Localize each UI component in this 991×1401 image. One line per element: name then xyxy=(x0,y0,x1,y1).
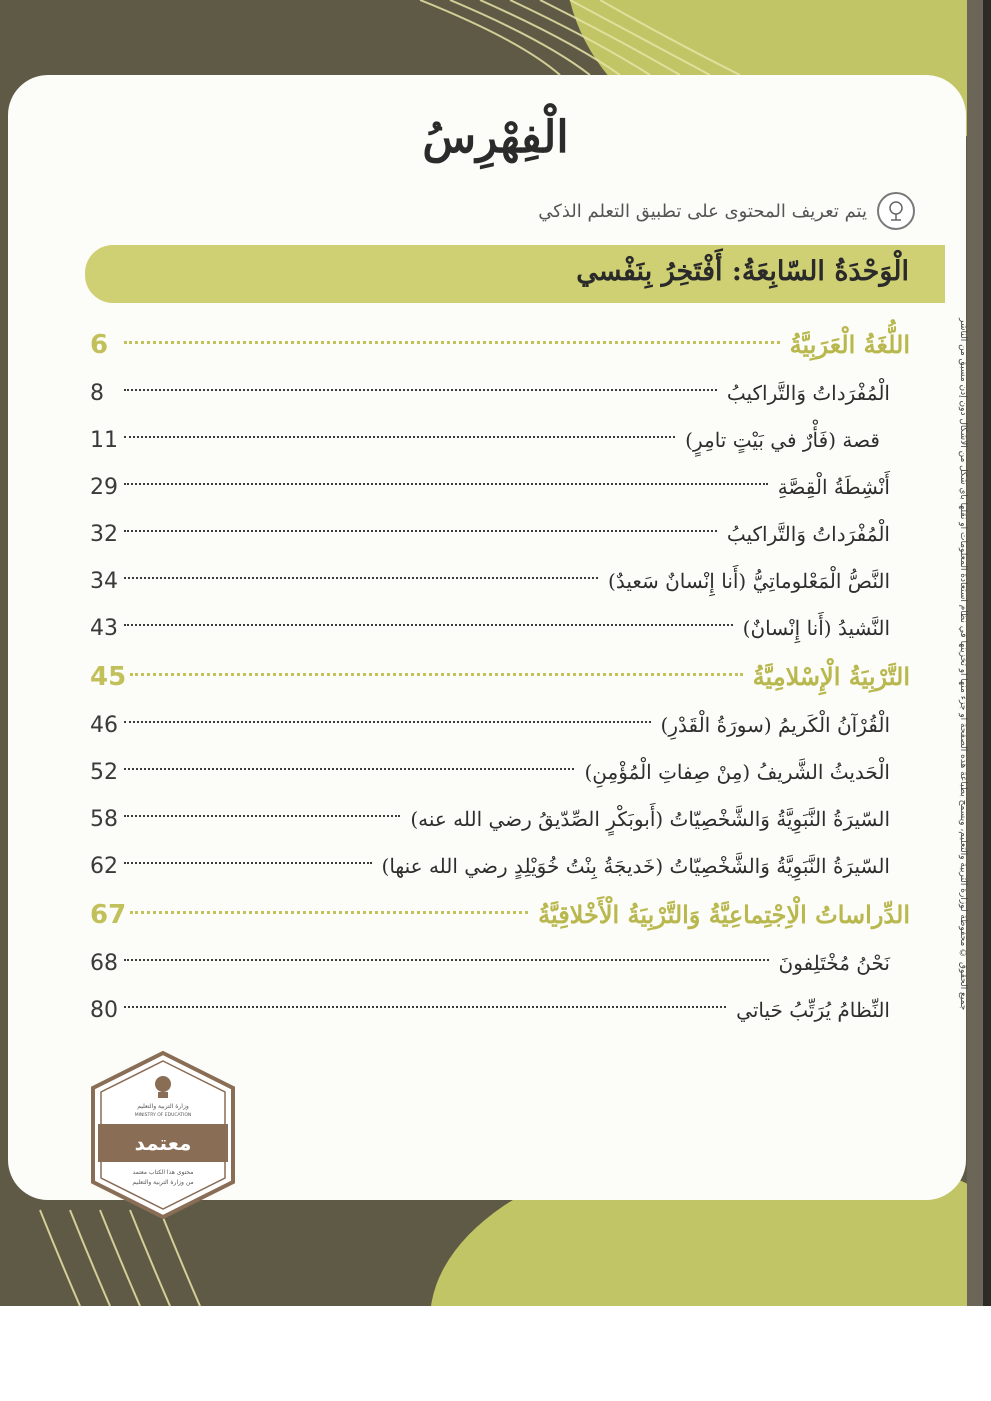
toc-item[interactable] xyxy=(90,417,910,464)
toc-leader xyxy=(124,389,717,391)
toc-page-number: 52 xyxy=(90,760,118,785)
toc-item-label: النَّشيدُ (أَنا إِنْسانٌ) xyxy=(742,616,890,640)
toc-leader xyxy=(124,721,651,723)
toc-item-label: السّيرَةُ النَّبَوِيَّةُ وَالشَّخْصِيّاتُ (أَبوبَكْرٍ الصِّدّيقُ رضي الله عنه) xyxy=(410,807,890,831)
toc-item-label: نَحْنُ مُخْتَلِفونَ xyxy=(778,951,890,975)
badge-bottom-line2: من وزارة التربية والتعليم xyxy=(132,1179,194,1186)
toc-page-number: 43 xyxy=(90,616,118,641)
toc-page-number: 45 xyxy=(90,662,127,692)
page-title: الْفِهْرِسُ xyxy=(422,112,569,163)
toc-section-title: التَّرْبِيَةُ الْإِسْلامِيَّةُ xyxy=(752,662,910,691)
toc-leader xyxy=(124,530,717,532)
toc-section-islamic[interactable] xyxy=(90,652,910,702)
toc-page-number: 32 xyxy=(90,522,118,547)
unit-title: الْوَحْدَةُ السّابِعَةُ: أَفْتَخِرُ بِنَفْسي xyxy=(576,256,909,287)
toc-item[interactable] xyxy=(90,940,910,987)
toc-section-title: الدِّراساتُ الْاِجْتِماعِيَّةُ وَالتَّرْبِيَةُ الْأَخْلاقِيَّةُ xyxy=(538,900,910,929)
toc-leader xyxy=(124,624,733,626)
toc-leader xyxy=(124,959,769,961)
toc-item[interactable] xyxy=(90,702,910,749)
frame-right-edge xyxy=(983,0,991,1306)
smart-app-note xyxy=(538,192,915,230)
toc-leader xyxy=(124,1006,726,1008)
toc-leader xyxy=(124,577,598,579)
toc-item-label: أَنْشِطَةُ الْقِصَّةِ xyxy=(777,475,890,499)
toc-page-number: 11 xyxy=(90,428,118,453)
toc-page-number: 58 xyxy=(90,807,118,832)
toc-page-number: 68 xyxy=(90,951,118,976)
badge-ministry-en: MINISTRY OF EDUCATION xyxy=(134,1113,192,1118)
toc-page-number: 29 xyxy=(90,475,118,500)
toc-leader xyxy=(124,341,780,344)
toc-page-number: 46 xyxy=(90,713,118,738)
toc-item-label: النِّظامُ يُرَتِّبُ حَياتي xyxy=(736,998,890,1022)
badge-ministry: وزارة التربية والتعليم xyxy=(137,1103,189,1110)
toc-item[interactable] xyxy=(90,370,910,417)
toc-item[interactable] xyxy=(90,464,910,511)
toc-item-label: النَّصُّ الْمَعْلوماتِيُّ (أَنا إِنْسانٌ سَعيدٌ) xyxy=(608,569,890,593)
table-of-contents xyxy=(90,320,910,1034)
toc-item[interactable] xyxy=(90,558,910,605)
toc-item-label: الْقُرْآنُ الْكَريمُ (سورَةُ الْقَدْرِ) xyxy=(660,713,890,737)
tree-icon xyxy=(877,192,915,230)
toc-item-label: قصة (فَأْرٌ في بَيْتٍ تامِرٍ) xyxy=(685,428,880,452)
toc-leader xyxy=(130,911,528,914)
toc-item[interactable] xyxy=(90,843,910,890)
toc-item-label: السّيرَةُ النَّبَوِيَّةُ وَالشَّخْصِيّاتُ (خَديجَةُ بِنْتُ خُوَيْلِدٍ رضي الله عنها) xyxy=(381,854,890,878)
badge-approved: معتمد xyxy=(134,1131,192,1155)
toc-item-label: الْحَديثُ الشَّريفُ (مِنْ صِفاتِ الْمُؤْمِنِ) xyxy=(584,760,890,784)
toc-item-label: الْمُفْرَداتُ وَالتَّراكيبُ xyxy=(726,381,890,405)
toc-page-number: 67 xyxy=(90,900,127,930)
toc-leader xyxy=(130,673,742,676)
toc-item[interactable] xyxy=(90,605,910,652)
toc-item[interactable] xyxy=(90,796,910,843)
toc-section-social[interactable] xyxy=(90,890,910,940)
toc-leader xyxy=(124,768,574,770)
toc-leader xyxy=(124,862,372,864)
toc-section-arabic[interactable] xyxy=(90,320,910,370)
toc-item-label: الْمُفْرَداتُ وَالتَّراكيبُ xyxy=(726,522,890,546)
toc-page-number: 6 xyxy=(90,330,109,360)
toc-page-number: 34 xyxy=(90,569,118,594)
toc-leader xyxy=(124,436,675,438)
toc-section-title: اللُّغَةُ الْعَرَبِيَّةُ xyxy=(789,330,910,359)
smart-app-text: يتم تعريف المحتوى على تطبيق التعلم الذكي xyxy=(538,200,867,222)
toc-leader xyxy=(124,483,768,485)
toc-item[interactable] xyxy=(90,749,910,796)
toc-page-number: 8 xyxy=(90,381,104,406)
toc-page-number: 62 xyxy=(90,854,118,879)
toc-page-number: 80 xyxy=(90,998,118,1023)
toc-leader xyxy=(124,815,400,817)
toc-item[interactable] xyxy=(90,987,910,1034)
copyright-side-note: جميع الحقوق © محفوظة لوزارة التربية والتعليم، ويسمح بطباعة هذه الصفحة أو جزء منها أو تخزينها في نظام استعادة المعلومات أو نقلها بأي شكل من الأشكال دون إذن مسبق من الناشر xyxy=(958,317,968,1010)
approval-badge xyxy=(88,1050,238,1220)
toc-item[interactable] xyxy=(90,511,910,558)
badge-bottom-line1: محتوى هذا الكتاب معتمد xyxy=(132,1169,194,1176)
